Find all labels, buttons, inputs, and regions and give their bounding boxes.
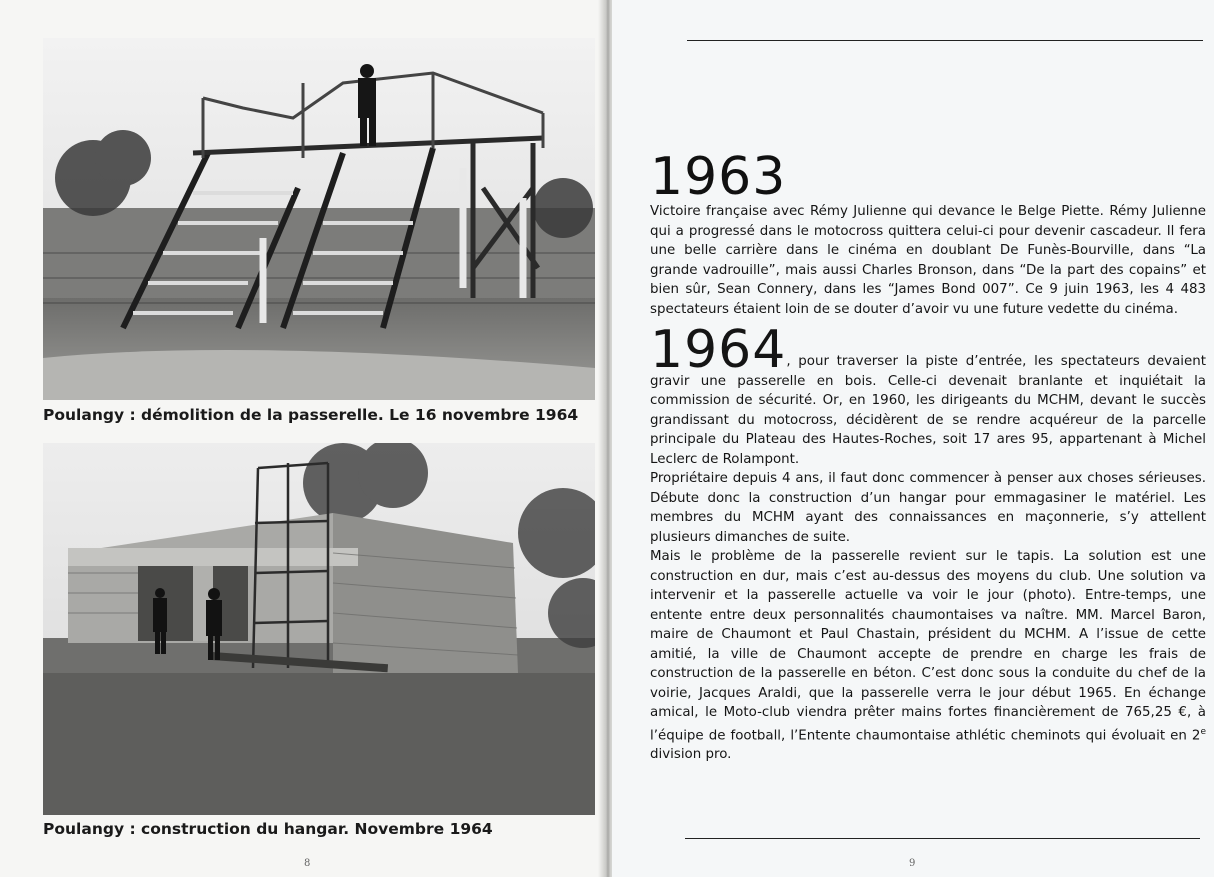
paragraph-1964-footbridge-end: division pro. [650, 747, 732, 763]
paragraph-1964-intro [650, 320, 1206, 469]
ordinal-superscript: e [1200, 726, 1206, 737]
page-number-left: 8 [304, 858, 311, 869]
photo-hangar-construction [43, 443, 595, 815]
section-1963 [650, 147, 1206, 319]
photo-footbridge-demolition [43, 38, 595, 400]
page-number-right: 9 [909, 858, 916, 869]
year-heading-1963: 1963 [650, 147, 787, 207]
footbridge-photo-drawing [43, 38, 595, 400]
paragraph-1964-hangar: Propriétaire depuis 4 ans, il faut donc commencer à penser aux choses sérieuses. Débute donc la construction d’un hangar pour emmagasiner le matériel. Les membres du MCHM ayant des connaissances en maçonnerie, s’y attellent plusieurs dimanches de suite. [650, 471, 1206, 545]
caption-footbridge-demolition: Poulangy : démolition de la passerelle. Le 16 novembre 1964 [43, 406, 579, 424]
paragraph-1964-footbridge-text: Mais le problème de la passerelle revient sur le tapis. La solution est une construction en dur, mais c’est au-dessus des moyens du club. Une solution va intervenir et la passerelle actuelle va voir le jour (photo). Entre-temps, une entente entre deux personnalités chaumontaises va naître. MM. Marcel Baron, maire de Chaumont et Paul Chastain, président du MCHM. A l’issue de cette amitié, la ville de Chaumont accepte de prendre en charge les frais de construction de la passerelle en béton. C’est donc sous la conduite du chef de la voirie, Jacques Araldi, que la passerelle verra le jour début 1965. En échange amical, le Moto-club viendra prêter mains fortes financièrement de 765,25 €, à l’équipe de football, l’Entente chaumontaise athlétic cheminots qui évoluait en 2 [650, 549, 1206, 743]
paragraph-1964-footbridge [650, 547, 1206, 765]
left-page [0, 0, 606, 877]
year-heading-1964: 1964 [650, 320, 787, 380]
paragraph-1964-intro-text: , pour traverser la piste d’entrée, les spectateurs devaient gravir une passerelle en bois. Celle-ci devenait branlante et inquiétait la commission de sécurité. Or, en 1960, les dirigeants du MCHM, devant le succès grandissant du motocross, décidèrent de se rendre acquéreur de la parcelle principale du Plateau des Hautes-Roches, soit 17 ares 95, appartenant à Michel Leclerc de Rolampont. [650, 354, 1206, 467]
top-rule [687, 40, 1203, 41]
bottom-rule [685, 838, 1200, 839]
paragraph-1963: Victoire française avec Rémy Julienne qui devance le Belge Piette. Rémy Julienne qui a progressé dans le motocross quittera celui-ci pour devenir cascadeur. Il fera une belle carrière dans le cinéma en doublant De Funès-Bourville, dans “La grande vadrouille”, mais aussi Charles Bronson, dans “De la part des copains” et bien sûr, Sean Connery, dans les “James Bond 007”. Ce 9 juin 1963, les 4 483 spectateurs étaient loin de se douter d’avoir vu une future vedette du cinéma. [650, 204, 1206, 317]
hangar-photo-drawing [43, 443, 595, 815]
caption-hangar-construction: Poulangy : construction du hangar. Novembre 1964 [43, 820, 493, 838]
section-1964 [650, 320, 1206, 765]
